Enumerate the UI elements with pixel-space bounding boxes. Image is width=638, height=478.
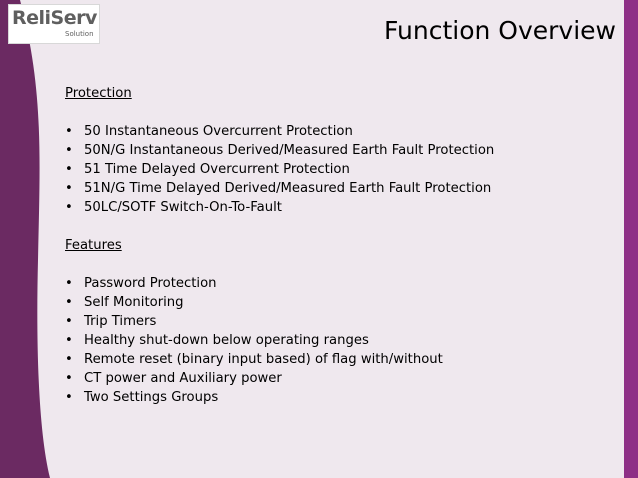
list-item: • Password Protection — [65, 276, 217, 291]
bullet-icon: • — [65, 181, 73, 196]
reliserv-logo — [8, 4, 100, 44]
list-item: • Remote reset (binary input based) of flag with/without — [65, 352, 443, 367]
list-item: • 51N/G Time Delayed Derived/Measured Earth Fault Protection — [65, 181, 492, 196]
list-item: • 50 Instantaneous Overcurrent Protection — [65, 124, 353, 139]
logo-sub-text: Solution — [65, 30, 94, 38]
bullet-icon: • — [65, 314, 73, 329]
list-item: • 50LC/SOTF Switch-On-To-Fault — [65, 200, 282, 215]
list-item: • 51 Time Delayed Overcurrent Protection — [65, 162, 350, 177]
features-list — [65, 274, 615, 407]
section-heading-features: Features — [65, 238, 122, 253]
bullet-icon: • — [65, 371, 73, 386]
list-item: • Healthy shut-down below operating ranges — [65, 333, 369, 348]
protection-list — [65, 122, 615, 217]
bullet-icon: • — [65, 200, 73, 215]
list-item: • Self Monitoring — [65, 295, 184, 310]
bullet-icon: • — [65, 352, 73, 367]
bullet-icon: • — [65, 162, 73, 177]
bullet-icon: • — [65, 124, 73, 139]
list-item: • Trip Timers — [65, 314, 157, 329]
list-item: • Two Settings Groups — [65, 390, 219, 405]
bullet-icon: • — [65, 333, 73, 348]
bullet-icon: • — [65, 390, 73, 405]
logo-main-text: ReliServ — [12, 7, 97, 29]
list-item: • 50N/G Instantaneous Derived/Measured Earth Fault Protection — [65, 143, 495, 158]
bullet-icon: • — [65, 276, 73, 291]
content-body — [65, 84, 615, 407]
section-heading-protection: Protection — [65, 86, 132, 101]
page-title: Function Overview — [384, 16, 616, 45]
bullet-icon: • — [65, 143, 73, 158]
bullet-icon: • — [65, 295, 73, 310]
list-item: • CT power and Auxiliary power — [65, 371, 282, 386]
right-accent-bar — [624, 0, 638, 478]
